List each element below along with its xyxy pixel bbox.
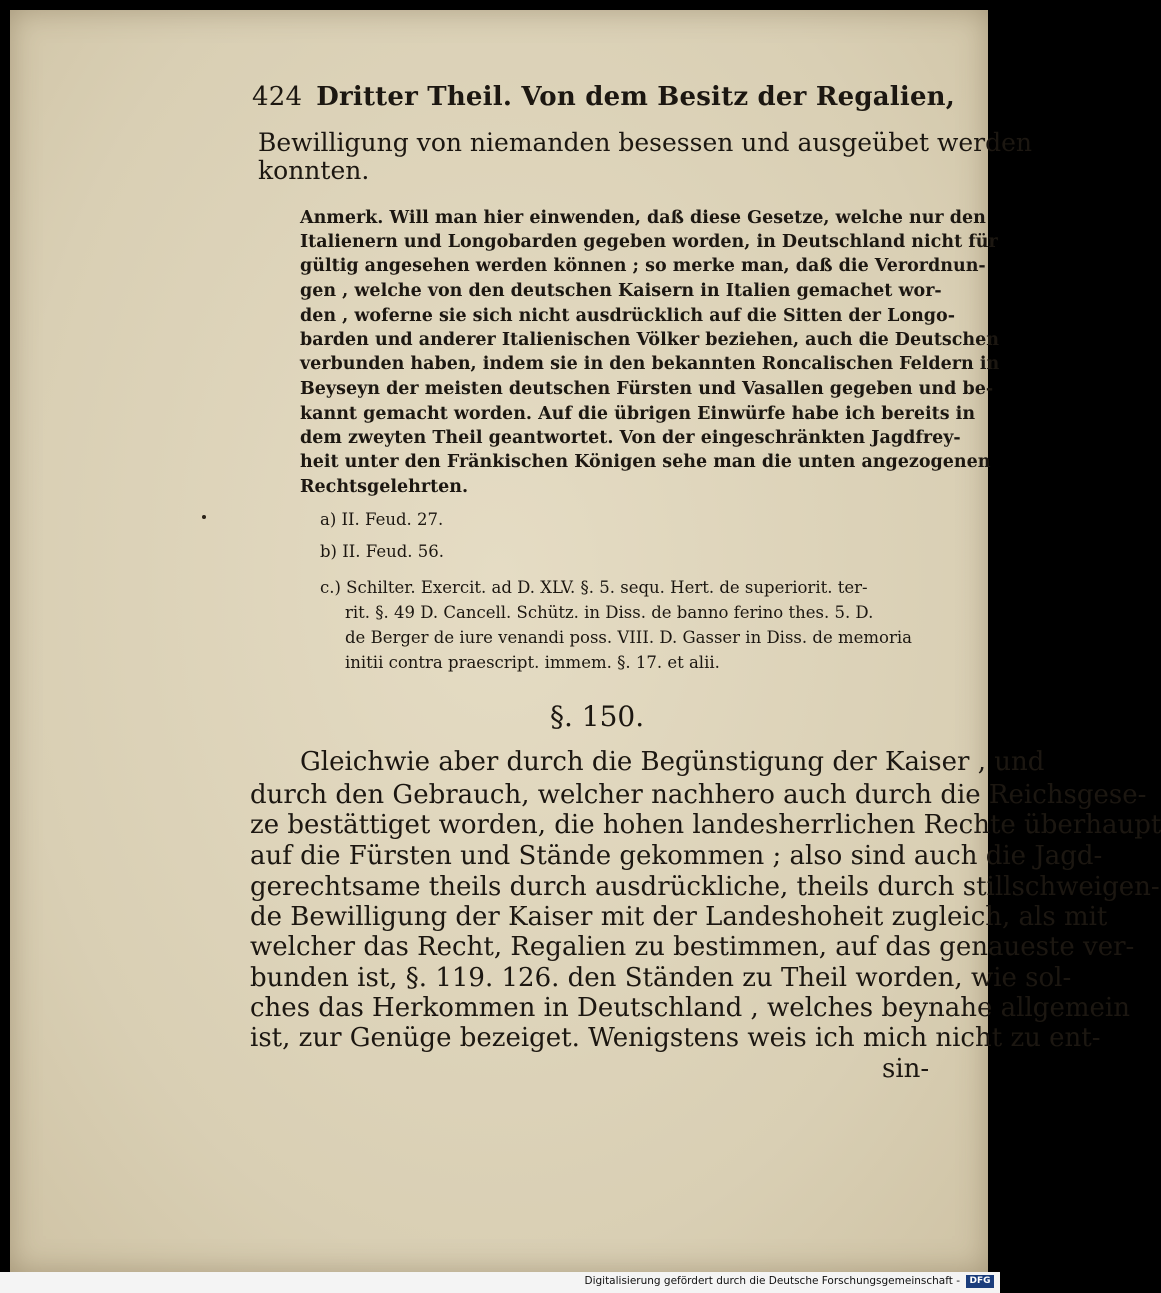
section-line: bunden ist, §. 119. 126. den Ständen zu Theil worden, wie sol- (250, 963, 1072, 993)
footnote-c-line: de Berger de iure venandi poss. VIII. D. Gasser in Diss. de memoria (345, 628, 912, 647)
footnote-c: c.) Schilter. Exercit. ad D. XLV. §. 5. sequ. Hert. de superiorit. ter- (320, 578, 868, 597)
note-line: Beyseyn der meisten deutschen Fürsten und Vasallen gegeben und be- (300, 379, 994, 399)
note-line: Rechtsgelehrten. (300, 477, 469, 497)
header-title: Dritter Theil. Von dem Besitz der Regalien, (316, 82, 956, 112)
note-line: dem zweyten Theil geantwortet. Von der eingeschränkten Jagdfrey- (300, 428, 961, 448)
note-line: gen , welche von den deutschen Kaisern in Italien gemachet wor- (300, 281, 942, 301)
section-line: ze bestättiget worden, die hohen landesherrlichen Rechte überhaupt (250, 810, 1161, 840)
section-line: ches das Herkommen in Deutschland , welches beynahe allgemein (250, 993, 1130, 1023)
section-heading: §. 150. (550, 700, 645, 733)
footnote-a: a) II. Feud. 27. (320, 510, 444, 529)
footnote-c-line: initii contra praescript. immem. §. 17. et alii. (345, 653, 720, 672)
dfg-logo-icon: DFG (966, 1275, 994, 1288)
note-line: barden und anderer Italienischen Völker beziehen, auch die Deutschen (300, 330, 1000, 350)
ink-speck (202, 515, 206, 519)
footer-credit: Digitalisierung gefördert durch die Deutsche Forschungsgemeinschaft - (584, 1275, 960, 1287)
note-line: Italienern und Longobarden gegeben worden, in Deutschland nicht für (300, 232, 998, 252)
note-line: gültig angesehen werden können ; so merke man, daß die Verordnun- (300, 256, 986, 276)
section-line: Gleichwie aber durch die Begünstigung der Kaiser , und (300, 747, 1045, 777)
running-header (252, 82, 955, 112)
footer-bar (0, 1272, 1000, 1293)
scanned-page (10, 10, 1161, 1272)
note-line: heit unter den Fränkischen Königen sehe man die unten angezogenen (300, 452, 991, 472)
note-line: verbunden haben, indem sie in den bekannten Roncalischen Feldern in (300, 354, 1000, 374)
footnote-b: b) II. Feud. 56. (320, 542, 444, 561)
note-line: kannt gemacht worden. Auf die übrigen Einwürfe habe ich bereits in (300, 404, 976, 424)
page-number: 424 (252, 82, 303, 112)
section-line: gerechtsame theils durch ausdrückliche, theils durch stillschweigen- (250, 872, 1160, 902)
intro-line: Bewilligung von niemanden besessen und ausgeübet werden (258, 128, 1033, 157)
section-line: de Bewilligung der Kaiser mit der Landeshoheit zugleich, als mit (250, 902, 1108, 932)
note-line: Anmerk. Will man hier einwenden, daß diese Gesetze, welche nur den (300, 208, 986, 228)
section-line: ist, zur Genüge bezeiget. Wenigstens weis ich mich nicht zu ent- (250, 1023, 1101, 1053)
section-line: durch den Gebrauch, welcher nachhero auch durch die Reichsgese- (250, 780, 1147, 810)
section-line: auf die Fürsten und Stände gekommen ; also sind auch die Jagd- (250, 841, 1103, 871)
footnote-c-line: rit. §. 49 D. Cancell. Schütz. in Diss. de banno ferino thes. 5. D. (345, 603, 874, 622)
catchword: sin- (882, 1054, 930, 1084)
note-line: den , woferne sie sich nicht ausdrücklich auf die Sitten der Longo- (300, 306, 955, 326)
intro-line: konnten. (258, 156, 370, 185)
section-line: welcher das Recht, Regalien zu bestimmen, auf das genaueste ver- (250, 932, 1135, 962)
